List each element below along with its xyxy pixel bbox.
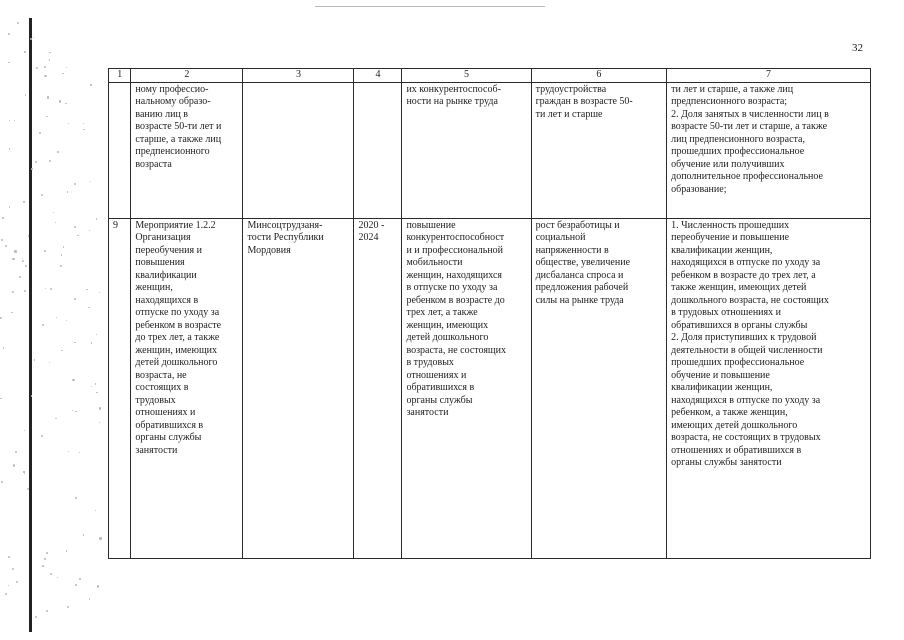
scan-speck	[17, 22, 19, 24]
scan-speck	[0, 317, 2, 319]
scan-speck	[23, 201, 25, 203]
scan-speck	[3, 347, 4, 348]
scan-speck	[67, 606, 69, 608]
scan-speck	[96, 392, 98, 394]
header-cell: 4	[354, 69, 402, 83]
scan-speck	[57, 151, 59, 153]
scan-speck	[44, 75, 46, 77]
scan-speck	[12, 291, 14, 293]
risks-cell: рост безработицы и социальной напряженности в обществе, увеличение дисбаланса спроса и предложения рабочей силы на рынке труда	[531, 218, 667, 558]
scan-speck	[5, 593, 7, 595]
scan-speck	[53, 212, 54, 213]
scan-speck	[19, 276, 21, 278]
scan-speck	[74, 183, 76, 185]
table-row	[109, 218, 871, 558]
scan-speck	[25, 265, 27, 267]
scan-speck	[41, 435, 43, 437]
scan-speck	[41, 194, 43, 196]
scan-speck	[74, 298, 76, 300]
scan-speck	[28, 235, 29, 236]
scan-speck	[46, 552, 48, 554]
scan-speck	[49, 160, 51, 162]
scan-speck	[61, 254, 62, 255]
scan-speck	[39, 132, 41, 134]
scan-speck	[65, 103, 66, 104]
scan-speck	[89, 598, 91, 600]
scan-speck	[25, 94, 26, 95]
scan-speck	[99, 537, 101, 539]
header-cell: 6	[531, 69, 667, 83]
scan-speck	[47, 96, 49, 98]
scan-speck	[42, 565, 44, 567]
scan-speck	[91, 386, 93, 388]
indicators-cell: 1. Численность прошедших переобучение и повышение квалификации женщин, находящихся в отпуске по уходу за ребенком в возрасте до трех лет, а также женщин, имеющих детей дошкольного возраста, не состоящих в трудовых отношениях и обратившихся в органы службы 2. Доля приступивших к трудовой деятельности в общей численности прошедших профессиональное обучение и повышение квалификации женщин, находящихся в отпуске по уходу за ребенком, а также женщин, имеющих детей дошкольного возраста, не состоящих в трудовых отношениях и обратившихся в органы службы занятости	[667, 218, 871, 558]
scan-speck	[88, 307, 89, 308]
header-cell: 3	[243, 69, 354, 83]
scan-speck	[77, 235, 79, 237]
scan-speck	[5, 245, 7, 247]
scan-speck	[22, 258, 23, 259]
scan-speck	[95, 383, 96, 384]
scan-speck	[35, 616, 37, 618]
scan-speck	[99, 422, 100, 423]
scan-speck	[66, 320, 67, 321]
page-number: 32	[852, 42, 863, 54]
table-header-row	[109, 69, 871, 83]
scan-speck	[22, 260, 24, 262]
scan-speck	[49, 52, 50, 53]
scan-speck	[45, 288, 46, 289]
scan-speck	[23, 471, 24, 472]
scan-speck	[97, 585, 99, 587]
scan-speck	[36, 67, 38, 69]
scan-speck	[49, 362, 50, 363]
scan-speck	[62, 73, 64, 75]
scan-speck	[72, 379, 74, 381]
scan-speck	[99, 292, 100, 293]
scan-speck	[91, 342, 93, 344]
scan-speck	[68, 123, 69, 124]
measures-table	[108, 68, 871, 559]
scan-speck	[31, 168, 33, 170]
scan-speck	[34, 359, 36, 361]
scan-speck	[8, 33, 10, 35]
scan-speck	[95, 510, 97, 512]
scan-left-edge	[29, 18, 32, 632]
activity-cell: Мероприятие 1.2.2 Организация переобучения и повышения квалификации женщин, находящихся в отпуске по уходу за ребенком в возрасте до трех лет, а также женщин, имеющих детей дошкольного возраста, не состоящих в трудовых отношениях и обратившихся в органы службы занятости	[131, 218, 243, 558]
scan-speck	[55, 222, 56, 223]
scan-speck	[56, 317, 57, 318]
scan-speck	[24, 473, 25, 474]
scan-speck	[86, 289, 87, 290]
scan-speck	[46, 116, 48, 118]
scan-speck	[44, 250, 46, 252]
scan-speck	[68, 451, 69, 452]
scan-speck	[72, 410, 73, 411]
table-row	[109, 82, 871, 218]
scan-speck	[8, 556, 10, 558]
scan-speck	[8, 585, 9, 586]
scan-speck	[14, 120, 15, 121]
scan-speck	[44, 66, 46, 68]
scan-speck	[49, 59, 51, 61]
scan-speck	[74, 226, 76, 228]
scan-speck	[79, 578, 81, 580]
scan-speck	[83, 123, 84, 124]
scan-speck	[9, 120, 11, 122]
scan-speck	[2, 217, 4, 219]
goal-cell: их конкурентоспособ- ности на рынке труда	[402, 82, 531, 218]
scan-speck	[66, 550, 67, 551]
scan-speck	[57, 577, 58, 578]
scan-speck	[50, 573, 52, 575]
scan-speck	[99, 407, 101, 409]
scan-speck	[96, 334, 97, 335]
row-number-cell	[109, 82, 131, 218]
scan-speck	[75, 411, 77, 413]
goal-cell: повышение конкурентоспособност и и профессиональной мобильности женщин, находящихся в отпуске по уходу за ребенком в возрасте до трех лет, а также женщин, имеющих детей дошкольного возраста, не состоящих в трудовых отношениях и обратившихся в органы службы занятости	[402, 218, 531, 558]
scan-speck	[96, 218, 98, 220]
period-cell: 2020 - 2024	[354, 218, 402, 558]
header-cell: 7	[667, 69, 871, 83]
scan-top-line	[315, 6, 545, 7]
scan-speck	[66, 67, 68, 69]
scan-speck	[8, 62, 9, 63]
scan-speck	[1, 239, 3, 241]
scan-speck	[79, 452, 80, 453]
scan-speck	[16, 581, 18, 583]
scan-speck	[63, 246, 64, 247]
scan-speck	[90, 181, 91, 182]
scan-speck	[46, 610, 48, 612]
risks-cell: трудоустройства граждан в возрасте 50- ти лет и старше	[531, 82, 667, 218]
scan-speck	[50, 288, 52, 290]
scan-speck	[9, 148, 10, 149]
scan-speck	[31, 395, 32, 396]
scan-speck	[83, 129, 85, 131]
executor-cell	[243, 82, 354, 218]
scan-speck	[60, 265, 62, 267]
scan-speck	[0, 398, 1, 399]
scan-speck	[74, 342, 76, 344]
scan-speck	[42, 324, 44, 326]
scan-speck	[90, 84, 92, 86]
scan-speck	[12, 258, 14, 260]
header-cell: 2	[131, 69, 243, 83]
scan-speck	[75, 497, 77, 499]
scan-speck	[24, 430, 25, 431]
period-cell	[354, 82, 402, 218]
scan-speck	[44, 558, 46, 560]
scan-speck	[24, 51, 26, 53]
scan-speck	[24, 290, 26, 292]
scan-speck	[14, 250, 16, 252]
scan-speck	[15, 451, 17, 453]
scan-speck	[13, 464, 15, 466]
scan-speck	[89, 230, 90, 231]
scan-speck	[61, 350, 62, 351]
scan-speck	[35, 161, 37, 163]
scan-speck	[1, 481, 3, 483]
scan-speck	[9, 206, 11, 208]
scan-speck	[33, 37, 34, 38]
activity-cell: ному профессио- нальному образо- ванию лиц в возрасте 50-ти лет и старше, а также лиц предпенсионного возраста	[131, 82, 243, 218]
executor-cell: Минсоцтрудзаня- тости Республики Мордовия	[243, 218, 354, 558]
header-cell: 1	[109, 69, 131, 83]
scan-speck	[75, 584, 77, 586]
row-number-cell: 9	[109, 218, 131, 558]
scan-speck	[59, 100, 61, 102]
scan-speck	[67, 191, 68, 192]
header-cell: 5	[402, 69, 531, 83]
indicators-cell: ти лет и старше, а также лиц предпенсионного возраста; 2. Доля занятых в численности лиц в возрасте 50-ти лет и старше, а также лиц предпенсионного возраста, прошедших профессиональное обучение или получивших дополнительное профессиональное образование;	[667, 82, 871, 218]
scan-speck	[83, 534, 84, 535]
scan-speck	[11, 312, 13, 314]
scan-speck	[55, 418, 57, 420]
scan-speck	[12, 568, 14, 570]
